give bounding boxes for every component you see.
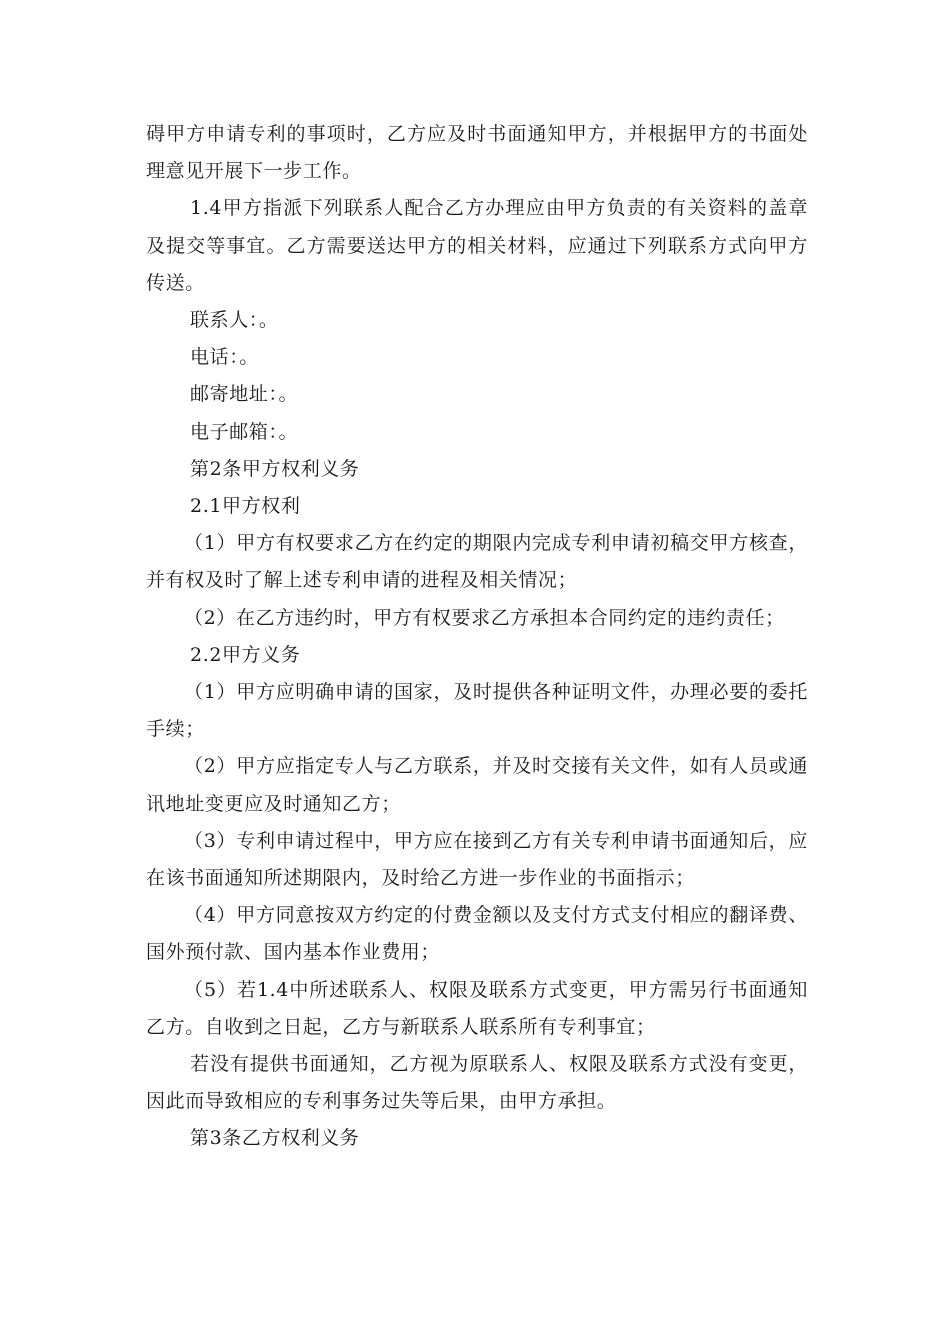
list-item: （1）甲方应明确申请的国家，及时提供各种证明文件，办理必要的委托手续； [146,681,808,741]
list-item: （2）在乙方违约时，甲方有权要求乙方承担本合同约定的违约责任； [184,606,785,629]
phone-line: 电话：。 [190,346,259,369]
list-item: （5）若1.4中所述联系人、权限及联系方式变更，甲方需另行书面通知乙方。自收到之日起，乙方与新联系人联系所有专利事宜； [146,978,808,1038]
list-item: （1）甲方有权要求乙方在约定的期限内完成专利申请初稿交甲方核查，并有权及时了解上述专利申请的进程及相关情况； [146,532,808,592]
paragraph-continuation: 碍甲方申请专利的事项时，乙方应及时书面通知甲方，并根据甲方的书面处理意见开展下一步工作。 [146,123,808,183]
subsection-heading-2-1: 2.1甲方权利 [190,495,301,518]
paragraph-no-notice: 若没有提供书面通知，乙方视为原联系人、权限及联系方式没有变更，因此而导致相应的专利事务过失等后果，由甲方承担。 [146,1053,808,1113]
list-item: （2）甲方应指定专人与乙方联系，并及时交接有关文件，如有人员或通讯地址变更应及时通知乙方； [146,755,808,815]
subsection-heading-2-2: 2.2甲方义务 [190,643,301,666]
section-heading-article-3: 第3条乙方权利义务 [190,1127,360,1150]
list-item: （3）专利申请过程中，甲方应在接到乙方有关专利申请书面通知后，应在该书面通知所述期限内，及时给乙方进一步作业的书面指示； [146,829,808,890]
section-heading-article-2: 第2条甲方权利义务 [190,457,360,480]
mailing-address-line: 邮寄地址：。 [190,383,299,406]
contact-person-line: 联系人：。 [190,309,279,332]
document-page [146,116,808,1158]
paragraph-contact-designation: 1.4甲方指派下列联系人配合乙方办理应由甲方负责的有关资料的盖章及提交等事宜。乙方需要送达甲方的相关材料，应通过下列联系方式向甲方传送。 [146,197,808,294]
email-line: 电子邮箱：。 [190,420,299,443]
list-item: （4）甲方同意按双方约定的付费金额以及支付方式支付相应的翻译费、国外预付款、国内基本作业费用； [146,904,808,964]
